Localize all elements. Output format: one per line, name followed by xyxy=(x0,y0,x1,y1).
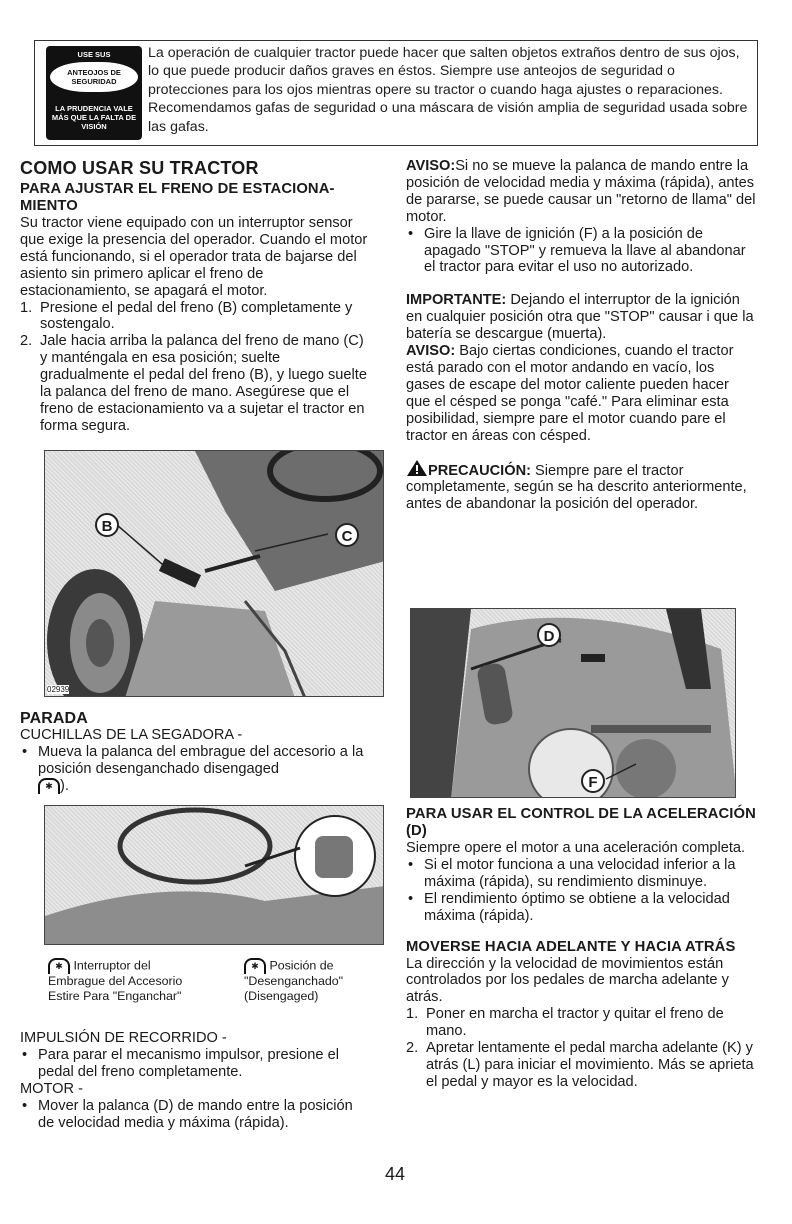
throttle-ignition-illustration xyxy=(411,609,736,798)
drive-engine-section xyxy=(20,1030,372,1131)
disengaged-symbol-icon: ✱ xyxy=(244,958,266,974)
icon-top-text: USE SUS xyxy=(77,50,111,59)
throttle-bullet-text: El rendimiento óptimo se obtiene a la velocidad máxima (rápida). xyxy=(424,890,730,924)
figure-parking-brake xyxy=(44,450,384,697)
aviso-exhaust xyxy=(406,343,756,444)
move-step xyxy=(406,1006,756,1040)
page-number: 44 xyxy=(385,1164,406,1184)
importante-note xyxy=(406,292,756,343)
bullet-dot: • xyxy=(408,890,414,907)
step-number: 1. xyxy=(20,299,33,316)
importante-label: IMPORTANTE: xyxy=(406,292,507,309)
blades-bullet xyxy=(20,744,372,795)
bullet-dot: • xyxy=(408,856,414,873)
move-intro: La dirección y la velocidad de movimientos están controlados por los pedales de marcha adelante y atrás. xyxy=(406,955,729,1006)
disengaged-symbol-icon: ✱ xyxy=(38,778,60,794)
section-title: COMO USAR SU TRACTOR xyxy=(20,158,259,178)
throttle-intro: Siempre opere el motor a una aceleración completa. xyxy=(406,840,746,856)
throttle-bullet xyxy=(406,891,756,925)
ignition-bullet-text: Gire la llave de ignición (F) a la posición de apagado "STOP" y remueva la llave al abandonar el tractor para evitar el uso no autorizado. xyxy=(424,225,746,276)
throttle-section xyxy=(406,806,756,1091)
caption-line: "Desenganchado" xyxy=(244,974,344,988)
icon-mid-text: ANTEOJOS DE SEGURIDAD xyxy=(50,62,138,92)
precaucion-label: PRECAUCIÓN: xyxy=(428,462,531,479)
stop-section xyxy=(20,710,372,795)
step-text: Poner en marcha el tractor y quitar el freno de mano. xyxy=(426,1006,724,1040)
step-text: Presione el pedal del freno (B) completamente y sostengalo. xyxy=(40,299,353,333)
bullet-dot: • xyxy=(408,225,414,242)
precaucion-text: Siempre pare el tractor completamente, según se ha descrito anteriormente, antes de abandonar la posición del operador. xyxy=(406,462,747,513)
step-number: 2. xyxy=(406,1040,419,1057)
warning-text: La operación de cualquier tractor puede hacer que salten objetos extraños dentro de sus ojos, lo que puede producir daños graves en éstos. Siempre use anteojos de seguridad o protecciones para los ojos mientras opere su tractor o cuando haga ajustes o reparaciones. Recomendamos gafas de seguridad o una máscara de visión amplia de seguridad usada sobre las gafas. xyxy=(148,45,748,135)
figure-throttle-ignition xyxy=(410,608,736,798)
throttle-bullet xyxy=(406,857,756,891)
caption-line: Posición de xyxy=(269,958,334,973)
blades-heading: CUCHILLAS DE LA SEGADORA - xyxy=(20,727,243,743)
warning-triangle-icon xyxy=(406,459,428,477)
bullet-dot: • xyxy=(22,743,28,760)
caption-line: Embrague del Accesorio xyxy=(48,974,183,988)
figure-code: 02939 xyxy=(47,685,70,694)
engine-heading: MOTOR - xyxy=(20,1080,83,1097)
drive-bullet xyxy=(20,1047,372,1081)
left-column xyxy=(20,152,372,435)
caption-clutch-switch xyxy=(48,958,228,1004)
importante-text: Dejando el interruptor de la ignición en cualquier posición otra que "STOP" causar i que la batería se descargue (muerta). xyxy=(406,292,754,343)
engine-bullet-text: Mover la palanca (D) de mando entre la posición de velocidad media y máxima (rápida). xyxy=(38,1097,353,1131)
safety-glasses-icon xyxy=(46,46,142,140)
bullet-dot: • xyxy=(22,1097,28,1114)
aviso-label: AVISO: xyxy=(406,343,456,360)
step-text: Jale hacia arriba la palanca del freno de mano (C) y manténgala en esa posición; suelte gradualmente el pedal del freno (B), y luego suelte la palanca del freno de mano. Asegúrese que el freno de estacionamiento va a sujetar el tractor en forma segura. xyxy=(40,333,367,434)
callout-c: C xyxy=(335,523,359,547)
drive-bullet-text: Para parar el mecanismo impulsor, presione el pedal del freno completamente. xyxy=(38,1046,339,1080)
aviso-text: Si no se mueve la palanca de mando entre la posición de velocidad media y máxima (rápida), antes de pararse, se puede causar un "retorno de llama" del motor. xyxy=(406,158,756,225)
caption-line: Estire Para "Enganchar" xyxy=(48,989,182,1003)
disengaged-symbol-icon: ✱ xyxy=(48,958,70,974)
drive-heading: IMPULSIÓN DE RECORRIDO - xyxy=(20,1030,227,1046)
step-number: 1. xyxy=(406,1006,419,1023)
figure-attachment-clutch xyxy=(44,805,384,945)
throttle-heading: PARA USAR EL CONTROL DE LA ACELERACIÓN (D) xyxy=(406,806,756,839)
move-heading: MOVERSE HACIA ADELANTE Y HACIA ATRÁS xyxy=(406,938,736,955)
right-column xyxy=(406,152,756,513)
parking-brake-intro: Su tractor viene equipado con un interruptor sensor que exige la presencia del operador. Cuando el motor está funcionando, si el operador trata de bajarse del asiento sin primero aplicar el freno de estacionamiento, se apagará el motor. xyxy=(20,215,368,299)
precaucion-note xyxy=(406,459,756,514)
parking-step xyxy=(20,300,372,334)
move-step xyxy=(406,1040,756,1091)
callout-f: F xyxy=(581,769,605,793)
blades-bullet-tail: ). xyxy=(60,777,69,794)
engine-bullet xyxy=(20,1098,372,1132)
caption-line: (Disengaged) xyxy=(244,989,319,1003)
bullet-dot: • xyxy=(22,1046,28,1063)
blades-bullet-text: Mueva la palanca del embrague del accesorio a la posición desenganchado disengaged xyxy=(38,743,364,777)
attachment-clutch-illustration xyxy=(45,806,384,945)
step-number: 2. xyxy=(20,333,33,350)
ignition-bullet xyxy=(406,226,756,277)
throttle-bullet-text: Si el motor funciona a una velocidad inferior a la máxima (rápida), su rendimiento disminuye. xyxy=(424,856,736,890)
aviso-backfire xyxy=(406,158,756,226)
icon-bottom-text: LA PRUDENCIA VALE MÁS QUE LA FALTA DE VISIÓN xyxy=(51,104,137,131)
aviso-text: Bajo ciertas condiciones, cuando el tractor está parado con el motor andando en vacío, los gases de escape del motor caliente pueden hacer que el césped se ponga "café." Para eliminar esta posibilidad, siempre pare el motor cuando pare el tractor en áreas con césped. xyxy=(406,343,734,444)
aviso-label: AVISO: xyxy=(406,158,456,174)
caption-disengaged-position xyxy=(244,958,384,1004)
parking-brake-heading: PARA AJUSTAR EL FRENO DE ESTACIONA-MIENTO xyxy=(20,181,335,214)
callout-b: B xyxy=(95,513,119,537)
callout-d: D xyxy=(537,623,561,647)
stop-heading: PARADA xyxy=(20,710,88,727)
step-text: Apretar lentamente el pedal marcha adelante (K) y atrás (L) para iniciar el movimiento. Más se aprieta el pedal y mayor es la velocidad. xyxy=(426,1040,754,1090)
parking-step xyxy=(20,333,372,434)
parking-brake-illustration xyxy=(45,451,384,697)
caption-line: Interruptor del xyxy=(73,958,151,973)
